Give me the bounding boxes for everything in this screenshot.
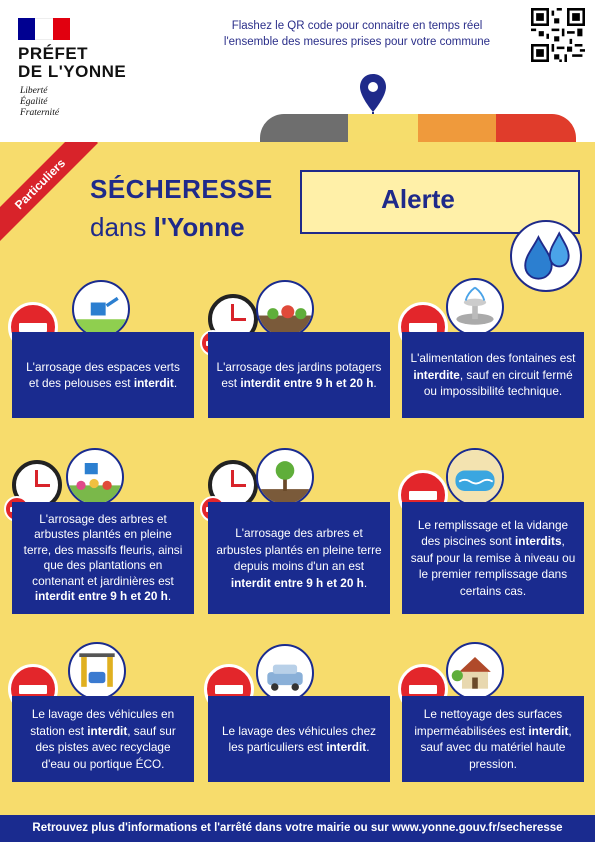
red-level-stripe	[496, 114, 576, 142]
measure-emphasis: interdit	[528, 723, 569, 738]
swimming-pool-icon	[446, 448, 504, 506]
measure-text	[12, 332, 194, 418]
measure-emphasis: interdit	[133, 376, 174, 390]
car-washing-home-icon	[256, 644, 314, 702]
vegetable-garden-icon	[256, 280, 314, 338]
measure-segment: L'arrosage des espaces verts et des pelouses est	[26, 359, 180, 390]
measure-text	[402, 502, 584, 614]
qr-instructions: Flashez le QR code pour connaitre en temps réel l'ensemble des mesures prises pour votre commune	[223, 20, 491, 48]
audience-ribbon: Particuliers	[0, 142, 98, 242]
measure-emphasis: interdits	[514, 534, 562, 549]
title-secheresse: SÉCHERESSE	[90, 174, 273, 204]
measure-emphasis: interdit	[87, 723, 128, 738]
measure-text-2	[410, 350, 576, 400]
measure-text-5	[410, 517, 576, 600]
measure-emphasis: interdite	[413, 367, 460, 382]
orange-level-stripe	[418, 114, 496, 142]
prefecture-title: PRÉFET DE L'YONNE	[18, 44, 127, 81]
measure-text-6	[20, 706, 186, 772]
measure-segment: .	[366, 740, 370, 754]
marianne-flag-logo	[18, 18, 70, 40]
measure-text-4	[216, 525, 382, 591]
measure-segment: , sauf en circuit fermé ou impossibilité technique.	[423, 367, 573, 399]
watering-can-icon	[72, 280, 130, 338]
title-yonne: dans l'Yonne	[90, 212, 245, 242]
measure-segment: .	[167, 589, 172, 603]
measure-text	[12, 502, 194, 614]
measure-segment: Le lavage des véhicules chez les particuliers est	[221, 723, 377, 754]
yellow-level-stripe	[348, 114, 418, 142]
measure-emphasis: interdit entre 9 h et 20 h	[240, 376, 374, 390]
tree-planting-icon	[256, 448, 314, 506]
measure-segment: L'arrosage des arbres et arbustes plantés en pleine terre depuis moins d'un an est	[216, 526, 382, 573]
measure-segment: .	[363, 575, 368, 590]
measure-text	[208, 332, 390, 418]
water-drops-icon	[510, 220, 582, 292]
measure-segment: , sauf pour la remise à niveau ou le premier remplissage dans certains cas.	[410, 534, 576, 598]
measure-text-7	[216, 723, 382, 756]
measure-segment: .	[173, 376, 178, 390]
measure-text-3	[20, 512, 186, 605]
measure-text	[402, 696, 584, 782]
measure-text-1	[216, 359, 382, 392]
footer-info: Retrouvez plus d'informations et l'arrêté dans votre mairie ou sur www.yonne.gouv.fr/secheresse	[0, 815, 595, 842]
measure-text	[208, 696, 390, 782]
alert-level-label: Alerte	[381, 184, 455, 214]
measure-text	[402, 332, 584, 418]
republic-motto: Liberté Égalité Fraternité	[20, 86, 60, 118]
fountain-icon	[446, 278, 504, 336]
measure-emphasis: interdit entre 9 h et 20 h	[34, 589, 168, 603]
measure-segment: , sauf avec du matériel haute pression.	[420, 723, 572, 771]
measure-segment: L'alimentation des fontaines est	[410, 351, 576, 366]
measure-segment: L'arrosage des jardins potagers est	[216, 359, 382, 390]
measure-segment: Le nettoyage des surfaces imperméabilisées est	[414, 707, 563, 738]
measure-text-0	[20, 359, 186, 392]
measure-text-8	[410, 706, 576, 772]
measure-emphasis: interdit entre 9 h et 20 h	[230, 575, 364, 590]
house-terrace-icon	[446, 642, 504, 700]
measure-emphasis: interdit	[326, 740, 367, 754]
measure-text	[12, 696, 194, 782]
qr-code-icon[interactable]	[531, 8, 585, 62]
measure-segment: Le lavage des véhicules en station est	[30, 707, 175, 738]
measure-segment: L'arrosage des arbres et arbustes plantés en pleine terre, des massifs fleuris, ainsi que des plantations en contenant et jardinières est	[23, 511, 183, 588]
measure-text	[208, 502, 390, 614]
flower-garden-icon	[66, 448, 124, 506]
measure-segment: Le remplissage et la vidange des piscines sont	[417, 517, 569, 549]
measure-segment: .	[373, 376, 377, 390]
car-wash-station-icon	[68, 642, 126, 700]
header	[0, 0, 595, 142]
measure-segment: , sauf sur des pistes avec recyclage d'eau ou portique ÉCO.	[35, 723, 176, 771]
main-panel	[0, 142, 595, 815]
gray-level-stripe	[260, 114, 348, 142]
